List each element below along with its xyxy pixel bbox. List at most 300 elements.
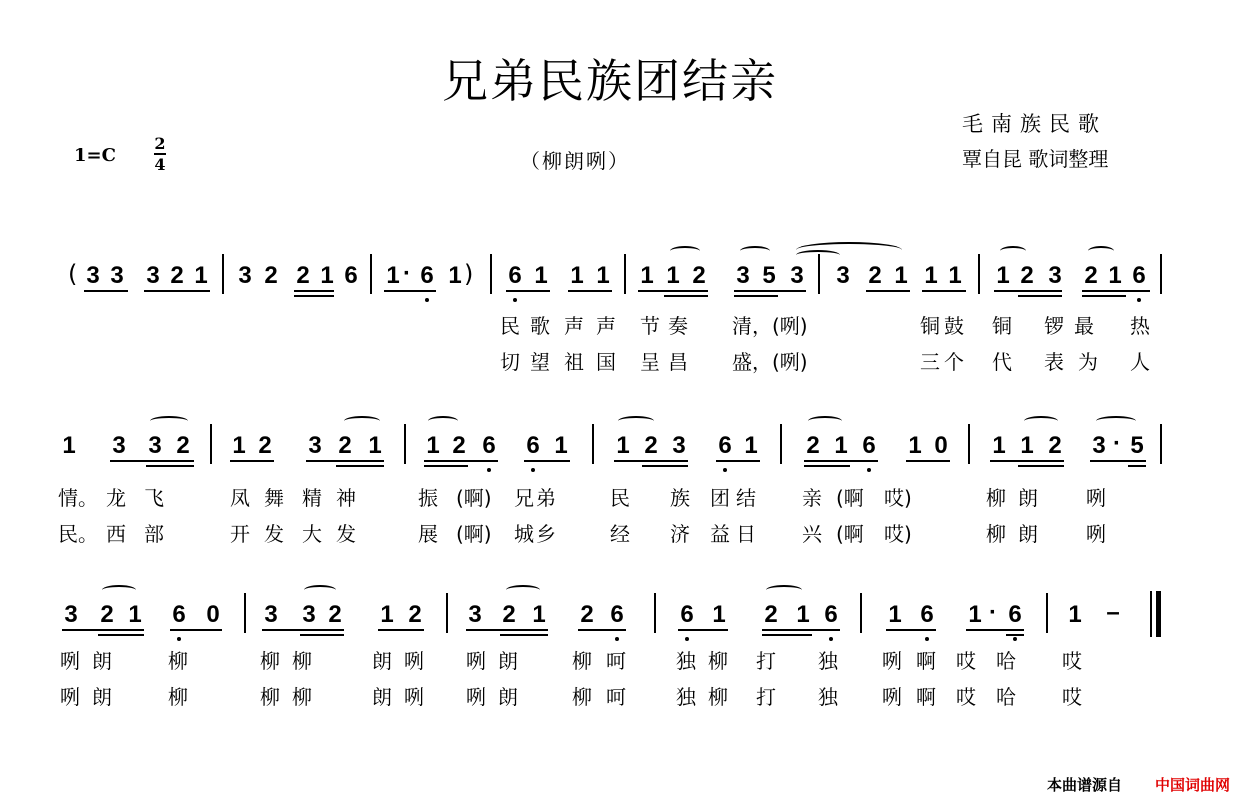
bar-line [244,593,246,633]
footer-source: 本曲谱源自 [1046,776,1122,794]
lyric: 国 [596,350,616,374]
slur [1000,246,1026,256]
lyric: 咧 [466,685,486,709]
eighth-underline [424,460,498,462]
eighth-underline [384,290,436,292]
eighth-underline [568,290,612,292]
lyric: 开 [230,522,250,546]
note: 2 [408,601,422,628]
sixteenth-underline [1006,634,1024,636]
lyric: 展 [418,522,438,546]
subtitle: （柳朗咧） [520,149,630,173]
lyric: 柳 [168,685,188,709]
lyric: 三 [920,350,940,374]
note: 1 [1068,601,1082,628]
eighth-underline [506,290,550,292]
note: 6 [862,432,876,459]
lyric: 呵 [606,685,626,709]
lyric: 哎 [956,649,976,673]
note: 1 [62,432,76,459]
lyric: 益 [710,522,730,546]
note: 3 [264,601,278,628]
lyric: 咧 [882,649,902,673]
lyric: 声 [596,314,616,338]
bar-line [222,254,224,294]
lyric: 经 [610,522,630,546]
score-line-1 [0,240,1240,374]
eighth-underline [994,290,1062,292]
lyric: 表 [1044,350,1064,374]
lyric: 朗 [1018,486,1038,510]
note: 3 [836,262,850,289]
sixteenth-underline [294,295,334,297]
lyric: 独 [676,685,696,709]
lyric: 咧 [1086,486,1106,510]
bar-line [446,593,448,633]
time-signature-top: 2 [154,134,166,153]
lyric: 个 [944,350,964,374]
time-signature-bottom: 4 [154,155,166,174]
open-paren: ( [68,260,78,288]
lyric: 代 [992,350,1012,374]
eighth-underline [170,629,222,631]
lyric: 龙 [106,486,126,510]
lyric: 民 [500,314,520,338]
lyric: 弟 [536,486,556,510]
note: 1 [1020,432,1034,459]
note: 6 [1132,262,1146,289]
bar-line [490,254,492,294]
sixteenth-underline [1128,465,1146,467]
lyric: 柳 [708,649,728,673]
bar-line [210,424,212,464]
note: 5 [762,262,776,289]
note: 1 [386,262,400,289]
note: 3 [672,432,686,459]
lower-octave-dot [487,468,491,472]
lower-octave-dot [177,637,181,641]
lower-octave-dot [867,468,871,472]
lower-octave-dot [925,637,929,641]
note: 1 [948,262,962,289]
bar-line [370,254,372,294]
lyric: 呈 [640,350,660,374]
lyric: 奏 [668,314,688,338]
lyric: 独 [818,649,838,673]
lyric: 柳 [292,649,312,673]
lyric: 祖 [564,350,584,374]
eighth-underline [678,629,728,631]
slur [304,585,336,595]
note: 1 [368,432,382,459]
lyric: 柳 [260,649,280,673]
note: 3 [790,262,804,289]
note: 2 [692,262,706,289]
lyric: 凤 [230,486,250,510]
note: 1 [570,262,584,289]
note: 1 [666,262,680,289]
lyric: 柳 [708,685,728,709]
arranger-attribution: 覃自昆 歌词整理 [962,147,1109,171]
bar-line [780,424,782,464]
note: 6 [824,601,838,628]
note: 3 [64,601,78,628]
eighth-underline [262,629,344,631]
lyric: 柳 [292,685,312,709]
lyric: 为 [1078,350,1098,374]
final-bar-thick [1156,591,1161,637]
note: 2 [1084,262,1098,289]
eighth-underline [804,460,878,462]
note: 3 [148,432,162,459]
note: 1 [924,262,938,289]
lyric: 族 [670,486,690,510]
time-signature [154,134,166,174]
lyric: 发 [264,522,284,546]
lyric: 鼓 [944,314,964,338]
slur [670,246,700,256]
note: 5 [1130,432,1144,459]
eighth-underline [762,629,840,631]
lyric: (啊) [456,486,492,510]
note: 2 [1048,432,1062,459]
lyric: 热 [1130,314,1150,338]
lyric: 朗 [92,649,112,673]
genre-attribution: 毛南族民歌 [962,112,1107,136]
note: 2 [264,262,278,289]
lyric: 情。 [58,486,98,510]
sixteenth-underline [762,634,812,636]
note: 6 [680,601,694,628]
final-bar-thin [1150,591,1152,637]
bar-line [1046,593,1048,633]
note: 1 [554,432,568,459]
lyric: 铜 [920,314,940,338]
lyric: 呵 [606,649,626,673]
lyric: 精 [302,486,322,510]
eighth-underline [1090,460,1146,462]
slur [344,416,380,426]
note: 2 [176,432,190,459]
lyric: 咧 [60,685,80,709]
sixteenth-underline [1018,465,1064,467]
slur [808,416,842,426]
lyric: 最 [1074,314,1094,338]
lyric: 铜 [992,314,1012,338]
sixteenth-underline [664,295,708,297]
lyric: 切 [500,350,520,374]
note: 6 [610,601,624,628]
lyric: 飞 [144,486,164,510]
bar-line [968,424,970,464]
lyric: 柳 [260,685,280,709]
lower-octave-dot [615,637,619,641]
close-paren: ) [464,260,474,288]
bar-line [1160,424,1162,464]
slur [150,416,188,426]
note: 2 [258,432,272,459]
note: 1 [744,432,758,459]
lyric: 哎) [884,522,912,546]
lyric: 节 [640,314,660,338]
sixteenth-underline [642,465,688,467]
bar-line [818,254,820,294]
eighth-underline [578,629,626,631]
lyric: (啊 [836,522,864,546]
eighth-underline [716,460,760,462]
note: 1 [426,432,440,459]
lyric: 团 [710,486,730,510]
extension-dash: – [1106,599,1120,626]
eighth-underline [614,460,688,462]
lyric: 柳 [986,486,1006,510]
lyric: 望 [530,350,550,374]
note: 3 [110,262,124,289]
eighth-underline [1082,290,1150,292]
slur [1096,416,1136,426]
note: 6 [718,432,732,459]
note: 1 [796,601,810,628]
lyric: 人 [1130,350,1150,374]
note: 6 [508,262,522,289]
note: 6 [420,262,434,289]
note: 3 [238,262,252,289]
lower-octave-dot [1137,298,1141,302]
lyric: 咧 [404,649,424,673]
eighth-underline [638,290,708,292]
note: 1 [1108,262,1122,289]
lyric: 神 [336,486,356,510]
note: 2 [328,601,342,628]
lyric: 乡 [536,522,556,546]
note: 1 [640,262,654,289]
lyric: 哈 [996,685,1016,709]
lyric: (啊) [456,522,492,546]
lyric: 歌 [530,314,550,338]
note: 2 [764,601,778,628]
footer-site-link[interactable]: 中国词曲网 [1154,776,1230,794]
lyric: 哎 [1062,685,1082,709]
eighth-underline [110,460,194,462]
lyric: 咧 [1086,522,1106,546]
note: 3 [1092,432,1106,459]
note: 1 [194,262,208,289]
lyric: 民。 [58,522,98,546]
lyric: 盛，(咧) [732,350,808,374]
note: 2 [296,262,310,289]
eighth-underline [866,290,910,292]
note: 2 [644,432,658,459]
lyric: 清，(咧) [732,314,808,338]
bar-line [654,593,656,633]
sixteenth-underline [300,634,344,636]
note: 1 [232,432,246,459]
note: 1 [616,432,630,459]
lyric: (啊 [836,486,864,510]
lower-octave-dot [685,637,689,641]
lyric: 柳 [986,522,1006,546]
bar-line [860,593,862,633]
note: 2 [580,601,594,628]
note: 1 [712,601,726,628]
eighth-underline [62,629,144,631]
note: 2 [170,262,184,289]
note: 2 [806,432,820,459]
sixteenth-underline [1082,295,1126,297]
lower-octave-dot [829,637,833,641]
note: 3 [112,432,126,459]
note: 1 [968,601,982,628]
lyric: 日 [736,522,756,546]
note: 1 [320,262,334,289]
score-line-2 [0,410,1240,546]
lower-octave-dot [723,468,727,472]
eighth-underline [922,290,966,292]
sixteenth-underline [500,634,548,636]
note: 6 [344,262,358,289]
sixteenth-underline [1018,295,1062,297]
sixteenth-underline [98,634,144,636]
lyric: 柳 [572,685,592,709]
lyric: 咧 [466,649,486,673]
lyric: 兄 [514,486,534,510]
sixteenth-underline [734,295,778,297]
lyric: 独 [818,685,838,709]
lyric: 哎) [884,486,912,510]
eighth-underline [230,460,274,462]
lower-octave-dot [425,298,429,302]
lyric: 声 [564,314,584,338]
lyric: 朗 [498,649,518,673]
lyric: 啊 [916,649,936,673]
eighth-underline [466,629,548,631]
lyric: 部 [144,522,164,546]
lyric: 咧 [404,685,424,709]
bar-line [592,424,594,464]
lyric: 大 [302,522,322,546]
slur [618,416,654,426]
note: 2 [338,432,352,459]
lyric: 啊 [916,685,936,709]
lyric: 亲 [802,486,822,510]
note: 1 [888,601,902,628]
lyric: 民 [610,486,630,510]
note: 6 [526,432,540,459]
note: 2 [1020,262,1034,289]
bar-line [978,254,980,294]
note: 2 [452,432,466,459]
sixteenth-underline [424,465,468,467]
sixteenth-underline [804,465,850,467]
lyric: 发 [336,522,356,546]
note: 3 [468,601,482,628]
lyric: 锣 [1044,314,1064,338]
note: 1 [534,262,548,289]
note: 1 [908,432,922,459]
key-signature: 1=C [74,145,116,166]
note: 1 [380,601,394,628]
lyric: 昌 [668,350,688,374]
lyric: 济 [670,522,690,546]
lyric: 朗 [92,685,112,709]
note: 6 [172,601,186,628]
note: 1 [834,432,848,459]
lyric: 振 [418,486,438,510]
lyric: 城 [514,522,534,546]
note: 1 [996,262,1010,289]
song-title: 兄弟民族团结亲 [442,54,778,108]
lyric: 咧 [882,685,902,709]
lyric: 朗 [372,685,392,709]
lyric: 朗 [1018,522,1038,546]
lower-octave-dot [531,468,535,472]
lyric: 朗 [372,649,392,673]
eighth-underline [524,460,570,462]
lyric: 哈 [996,649,1016,673]
eighth-underline [734,290,806,292]
note: 3 [146,262,160,289]
note: 1 [128,601,142,628]
eighth-underline [294,290,334,292]
lower-octave-dot [1013,637,1017,641]
lyric: 独 [676,649,696,673]
eighth-underline [306,460,384,462]
lyric: 打 [756,685,776,709]
score-line-3 [0,575,1240,709]
lyric: 兴 [802,522,822,546]
note: 3 [308,432,322,459]
note: 0 [206,601,220,628]
lyric: 朗 [498,685,518,709]
slur [1024,416,1058,426]
eighth-underline [84,290,128,292]
eighth-underline [144,290,210,292]
note: 3 [1048,262,1062,289]
lyric: 结 [736,486,756,510]
note: 1 [596,262,610,289]
lyric: 哎 [1062,649,1082,673]
note: 1 [894,262,908,289]
augmentation-dot: · [403,260,411,287]
note: 6 [920,601,934,628]
lyric: 咧 [60,649,80,673]
slur [428,416,458,426]
lyric: 西 [106,522,126,546]
bar-line [404,424,406,464]
note: 1 [992,432,1006,459]
note: 2 [100,601,114,628]
note: 3 [736,262,750,289]
note: 6 [482,432,496,459]
eighth-underline [378,629,424,631]
lower-octave-dot [513,298,517,302]
note: 0 [934,432,948,459]
lyric: 柳 [572,649,592,673]
slur [102,585,136,595]
slur [766,585,802,595]
slur [740,246,770,256]
note: 6 [1008,601,1022,628]
lyric: 舞 [264,486,284,510]
note: 3 [86,262,100,289]
eighth-underline [990,460,1064,462]
lyric: 哎 [956,685,976,709]
eighth-underline [906,460,950,462]
note: 1 [532,601,546,628]
bar-line [624,254,626,294]
note: 3 [302,601,316,628]
eighth-underline [966,629,1024,631]
